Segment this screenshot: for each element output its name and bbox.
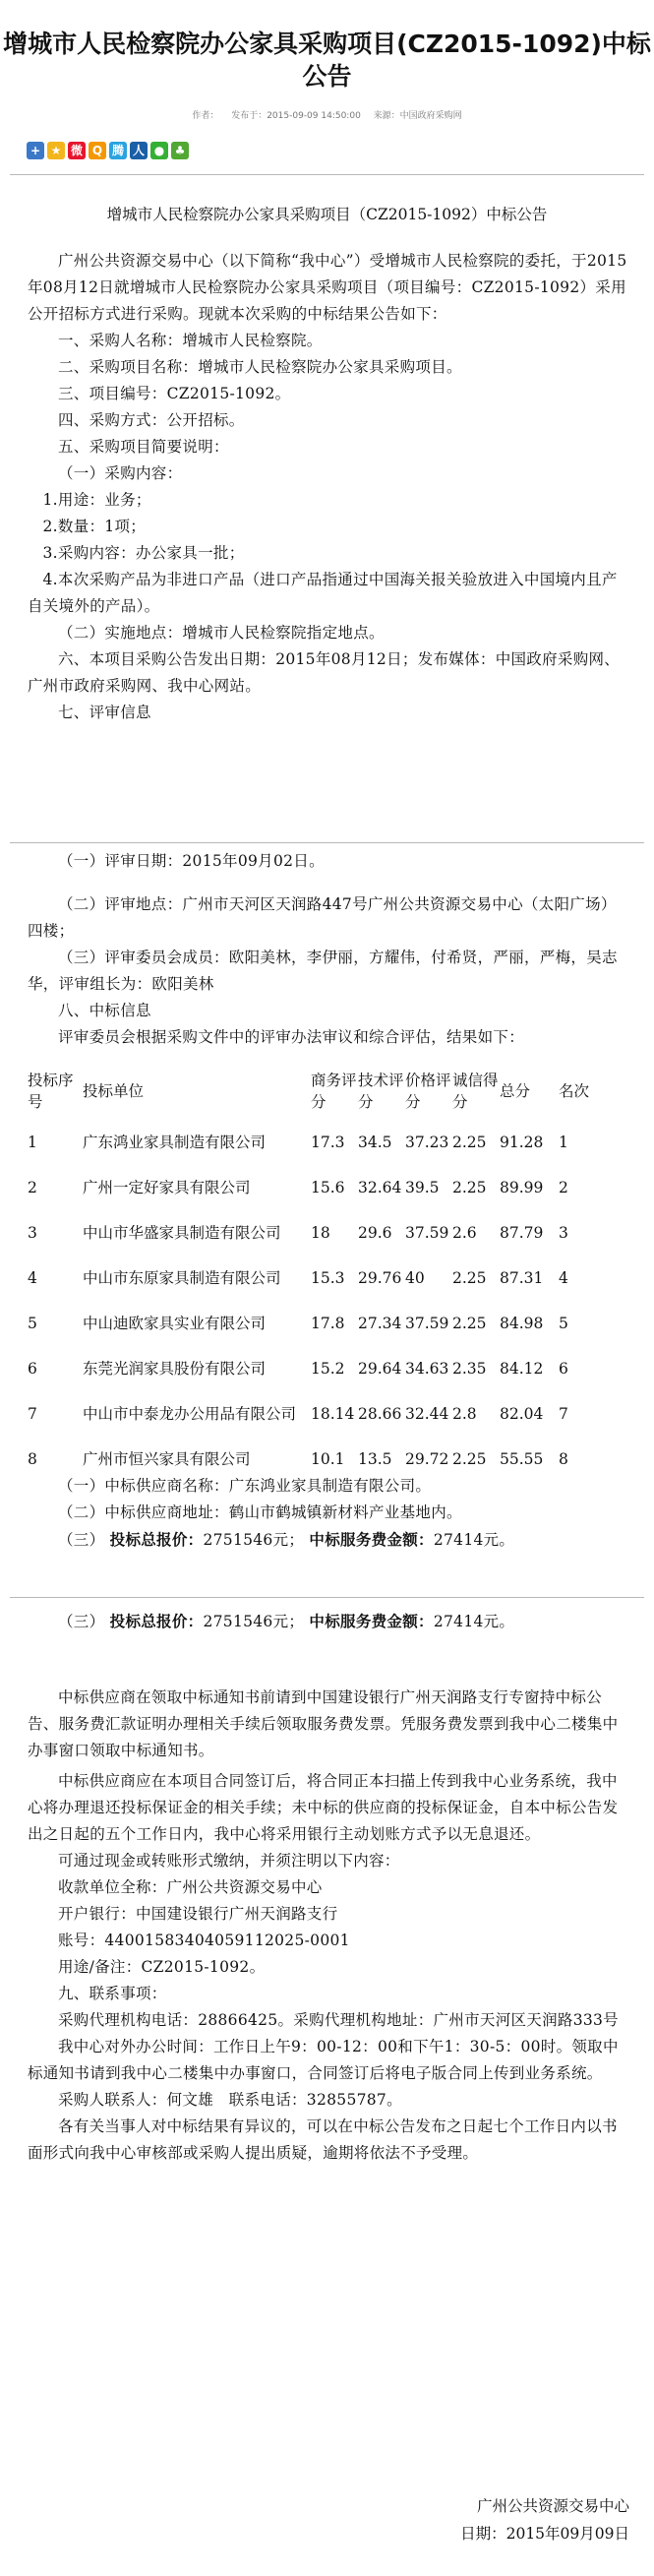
page-title: 增城市人民检察院办公家具采购项目(CZ2015-1092)中标公告 xyxy=(3,30,651,91)
table-cell: 17.8 xyxy=(311,1315,345,1332)
table-header-row xyxy=(28,1063,629,1120)
divider-top xyxy=(10,174,644,175)
notice-body-part1 xyxy=(28,248,629,726)
item-import-note: 4.本次采购产品为非进口产品（进口产品指通过中国海关报关验放进入中国境内且产自关境外的产品）。 xyxy=(28,571,618,615)
item-review-committee: （三）评审委员会成员：欧阳美林，李伊丽，方耀伟，付希贤，严丽，严梅，吴志华，评审组长为：欧阳美林 xyxy=(28,949,618,993)
tencent-icon[interactable]: 腾 xyxy=(109,142,127,159)
table-cell: 18.14 xyxy=(311,1405,355,1423)
table-header-cell: 投标单位 xyxy=(83,1082,145,1100)
table-cell: 29.6 xyxy=(358,1224,392,1242)
table-cell: 15.3 xyxy=(311,1269,345,1287)
notice-deposit: 中标供应商应在本项目合同签订后，将合同正本扫描上传到我中心业务系统，我中心将办理退还投标保证金的相关手续；未中标的供应商的投标保证金，自本中标公告发出之日起的五个工作日内，我中心将采用银行主动划账方式予以无息退还。 xyxy=(28,1772,619,1843)
source-label: 来源：中国政府采购网 xyxy=(373,111,462,121)
item-review-info: 七、评审信息 xyxy=(58,704,151,721)
table-cell: 4 xyxy=(559,1269,568,1287)
table-cell: 2.25 xyxy=(452,1134,487,1151)
table-cell: 27.34 xyxy=(358,1315,402,1332)
item-award-heading: 八、中标信息 xyxy=(58,1002,151,1019)
table-cell: 1 xyxy=(559,1134,568,1151)
table-cell: 29.72 xyxy=(405,1450,449,1468)
table-row xyxy=(28,1346,629,1391)
item-content-heading: （一）采购内容： xyxy=(58,464,183,482)
item-purchaser: 一、采购人名称：增城市人民检察院。 xyxy=(58,332,323,349)
table-header-cell: 名次 xyxy=(559,1082,590,1100)
table-cell: 中山市东原家具制造有限公司 xyxy=(83,1269,281,1287)
table-row xyxy=(28,1256,629,1301)
payee-bank: 开户银行：中国建设银行广州天润路支行 xyxy=(58,1905,338,1923)
share-toolbar xyxy=(27,142,189,159)
table-row xyxy=(28,1301,629,1346)
table-cell: 2.6 xyxy=(452,1224,477,1242)
winner-name: （一）中标供应商名称：广东鸿业家具制造有限公司。 xyxy=(58,1477,432,1495)
article-meta xyxy=(0,108,654,121)
notice-invoice: 中标供应商在领取中标通知书前请到中国建设银行广州天润路支行专窗持中标公告、服务费汇款证明办理相关手续后领取服务费发票。凭服务费发票到我中心二楼集中办事窗口领取中标通知书。 xyxy=(28,1688,619,1759)
divider-lower xyxy=(10,1597,644,1598)
table-header-cell: 技术评分 xyxy=(358,1072,404,1111)
item-method: 四、采购方式：公开招标。 xyxy=(58,411,245,429)
table-cell: 89.99 xyxy=(500,1179,544,1196)
qzone-icon[interactable]: Q xyxy=(89,142,106,159)
winner-price-line: （三） 投标总报价：2751546元； 中标服务费金额：27414元。 xyxy=(58,1530,515,1549)
table-cell: 28.66 xyxy=(358,1405,402,1423)
item-evaluation-result: 评审委员会根据采购文件中的评审办法审议和综合评估，结果如下： xyxy=(58,1028,525,1046)
table-cell: 中山迪欧家具实业有限公司 xyxy=(83,1315,267,1332)
table-row xyxy=(28,1391,629,1437)
table-cell: 29.64 xyxy=(358,1360,402,1378)
table-cell: 34.63 xyxy=(405,1360,449,1378)
table-cell: 37.59 xyxy=(405,1224,449,1242)
table-cell: 84.98 xyxy=(500,1315,544,1332)
intro-paragraph: 广州公共资源交易中心（以下简称“我中心”）受增城市人民检察院的委托，于2015年08月12日就增城市人民检察院办公家具采购项目（项目编号：CZ2015-1092）采用公开招标方式进行采购。现就本次采购的中标结果公告如下： xyxy=(28,252,627,323)
table-cell: 32.64 xyxy=(358,1179,402,1196)
table-header-cell: 投标序号 xyxy=(28,1072,74,1111)
divider-middle xyxy=(10,842,644,843)
table-cell: 34.5 xyxy=(358,1134,392,1151)
table-row xyxy=(28,1120,629,1165)
table-cell: 东莞光润家具股份有限公司 xyxy=(83,1360,267,1378)
summary-price-line: （三） 投标总报价：2751546元； 中标服务费金额：27414元。 xyxy=(58,1612,515,1630)
results-table xyxy=(28,1063,629,1482)
table-cell: 2.25 xyxy=(452,1315,487,1332)
table-cell: 18 xyxy=(311,1224,330,1242)
table-cell: 55.55 xyxy=(500,1450,544,1468)
notice-body-part2 xyxy=(28,891,629,1051)
table-cell: 91.28 xyxy=(500,1134,544,1151)
winner-address: （二）中标供应商地址：鹤山市鹤城镇新材料产业基地内。 xyxy=(58,1503,462,1521)
item-review-date: （一）评审日期：2015年09月02日。 xyxy=(58,852,325,870)
table-cell: 2.25 xyxy=(452,1450,487,1468)
notice-body-part3 xyxy=(28,1685,629,2167)
table-cell: 1 xyxy=(28,1134,37,1151)
table-cell: 7 xyxy=(559,1405,568,1423)
contact-agency: 采购代理机构电话：28866425。采购代理机构地址：广州市天河区天润路333号 xyxy=(58,2011,619,2029)
table-cell: 6 xyxy=(28,1360,37,1378)
payee-account: 账号：44001583404059112025-0001 xyxy=(58,1932,350,1949)
item-usage: 1.用途：业务； xyxy=(42,491,151,509)
table-cell: 中山市中泰龙办公用品有限公司 xyxy=(83,1405,297,1423)
item-quantity: 2.数量：1项； xyxy=(42,518,147,535)
item-brief: 五、采购项目简要说明： xyxy=(58,438,229,456)
payee-remark: 用途/备注：CZ2015-1092。 xyxy=(58,1958,266,1976)
table-cell: 6 xyxy=(559,1360,568,1378)
objection-notice: 各有关当事人对中标结果有异议的，可以在中标公告发布之日起七个工作日内以书面形式向我中心审核部或采购人提出质疑，逾期将依法不予受理。 xyxy=(28,2117,618,2162)
item-location: （二）实施地点：增城市人民检察院指定地点。 xyxy=(58,624,385,642)
table-cell: 84.12 xyxy=(500,1360,544,1378)
table-cell: 8 xyxy=(28,1450,37,1468)
table-cell: 15.2 xyxy=(311,1360,345,1378)
table-cell: 5 xyxy=(28,1315,37,1332)
table-cell: 32.44 xyxy=(405,1405,449,1423)
item-project-number: 三、项目编号：CZ2015-1092。 xyxy=(58,385,291,402)
weibo-icon[interactable]: 微 xyxy=(68,142,86,159)
table-cell: 39.5 xyxy=(405,1179,440,1196)
table-cell: 2 xyxy=(559,1179,568,1196)
table-cell: 8 xyxy=(559,1450,568,1468)
table-cell: 3 xyxy=(28,1224,37,1242)
contact-purchaser: 采购人联系人：何文雄 联系电话：32855787。 xyxy=(58,2091,402,2109)
table-cell: 29.76 xyxy=(358,1269,402,1287)
item-review-location: （二）评审地点：广州市天河区天润路447号广州公共资源交易中心（太阳广场）四楼； xyxy=(28,895,617,940)
renren-icon[interactable]: 人 xyxy=(130,142,148,159)
table-cell: 37.59 xyxy=(405,1315,449,1332)
table-cell: 2.35 xyxy=(452,1360,487,1378)
table-row xyxy=(28,1210,629,1256)
table-cell: 2.8 xyxy=(452,1405,477,1423)
star-icon[interactable]: ★ xyxy=(47,142,65,159)
notice-payment: 可通过现金或转账形式缴纳，并须注明以下内容： xyxy=(58,1852,400,1870)
table-cell: 13.5 xyxy=(358,1450,392,1468)
item-announcement-date: 六、本项目采购公告发出日期：2015年08月12日；发布媒体：中国政府采购网、广州市政府采购网、我中心网站。 xyxy=(28,650,621,695)
review-date-row xyxy=(28,848,629,875)
table-cell: 37.23 xyxy=(405,1134,449,1151)
plus-icon[interactable]: + xyxy=(27,142,44,159)
table-cell: 15.6 xyxy=(311,1179,345,1196)
signature-org: 广州公共资源交易中心 xyxy=(476,2497,629,2515)
table-header-cell: 诚信得分 xyxy=(452,1072,499,1111)
table-cell: 87.79 xyxy=(500,1224,544,1242)
table-cell: 2.25 xyxy=(452,1179,487,1196)
table-cell: 40 xyxy=(405,1269,425,1287)
price-summary xyxy=(28,1608,629,1635)
item-content: 3.采购内容：办公家具一批； xyxy=(42,544,245,562)
table-header-cell: 总分 xyxy=(500,1082,531,1100)
notice-subtitle: 增城市人民检察院办公家具采购项目（CZ2015-1092）中标公告 xyxy=(106,206,548,223)
table-header-cell: 商务评分 xyxy=(311,1072,357,1111)
table-cell: 中山市华盛家具制造有限公司 xyxy=(83,1224,281,1242)
table-cell: 3 xyxy=(559,1224,568,1242)
table-cell: 4 xyxy=(28,1269,37,1287)
table-cell: 2 xyxy=(28,1179,37,1196)
table-row xyxy=(28,1165,629,1210)
clover-icon[interactable]: ♣ xyxy=(171,142,189,159)
table-cell: 87.31 xyxy=(500,1269,544,1287)
table-cell: 17.3 xyxy=(311,1134,345,1151)
signature-date: 日期：2015年09月09日 xyxy=(460,2525,629,2543)
publish-time: 发布于：2015-09-09 14:50:00 xyxy=(231,111,361,121)
table-header-cell: 价格评分 xyxy=(405,1072,451,1111)
wechat-icon[interactable]: ● xyxy=(150,142,168,159)
contact-office-hours: 我中心对外办公时间：工作日上午9：00-12：00和下午1：30-5：00时。领取中标通知书请到我中心二楼集中办事窗口，合同签订后将电子版合同上传到业务系统。 xyxy=(28,2038,619,2082)
table-cell: 广东鸿业家具制造有限公司 xyxy=(83,1134,267,1151)
winner-info xyxy=(28,1473,629,1554)
table-cell: 广州市恒兴家具有限公司 xyxy=(83,1450,251,1468)
table-cell: 82.04 xyxy=(500,1405,544,1423)
contact-heading: 九、联系事项： xyxy=(58,1985,167,2002)
table-cell: 广州一定好家具有限公司 xyxy=(83,1179,251,1196)
table-cell: 2.25 xyxy=(452,1269,487,1287)
table-cell: 10.1 xyxy=(311,1450,345,1468)
table-cell: 7 xyxy=(28,1405,37,1423)
table-cell: 5 xyxy=(559,1315,568,1332)
payee-name: 收款单位全称：广州公共资源交易中心 xyxy=(58,1878,323,1896)
item-project-name: 二、采购项目名称：增城市人民检察院办公家具采购项目。 xyxy=(58,358,462,376)
author-label: 作者： xyxy=(192,111,219,121)
